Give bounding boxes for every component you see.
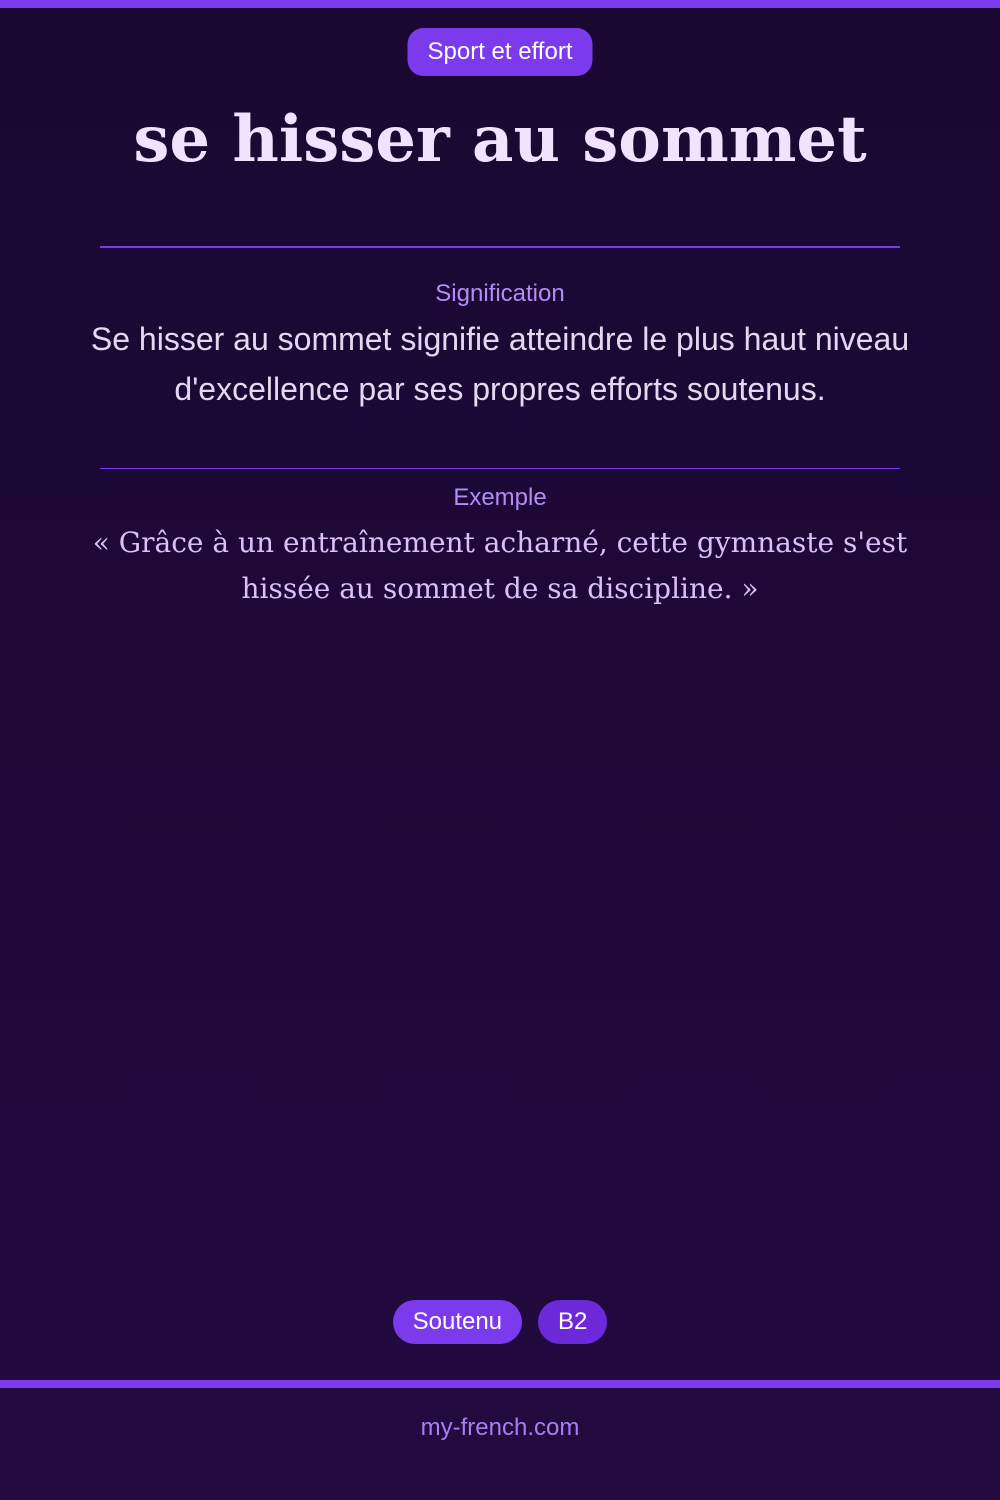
divider <box>100 246 900 248</box>
register-tag: Soutenu <box>393 1300 522 1344</box>
meaning-label: Signification <box>435 280 565 307</box>
bottom-accent-bar <box>0 1380 1000 1388</box>
expression-title: se hisser au sommet <box>133 102 867 177</box>
top-accent-bar <box>0 0 1000 8</box>
level-tag: B2 <box>538 1300 607 1344</box>
divider <box>100 468 900 469</box>
footer-site-link[interactable]: my-french.com <box>420 1414 580 1441</box>
tag-list <box>0 1300 1000 1344</box>
meaning-text: Se hisser au sommet signifie atteindre le plus haut niveau d'excellence par ses propres efforts soutenus. <box>90 321 910 407</box>
example-text: « Grâce à un entraînement acharné, cette gymnaste s'est hissée au sommet de sa discipline. » <box>92 526 908 605</box>
example-label: Exemple <box>453 484 547 511</box>
category-badge: Sport et effort <box>408 28 593 76</box>
